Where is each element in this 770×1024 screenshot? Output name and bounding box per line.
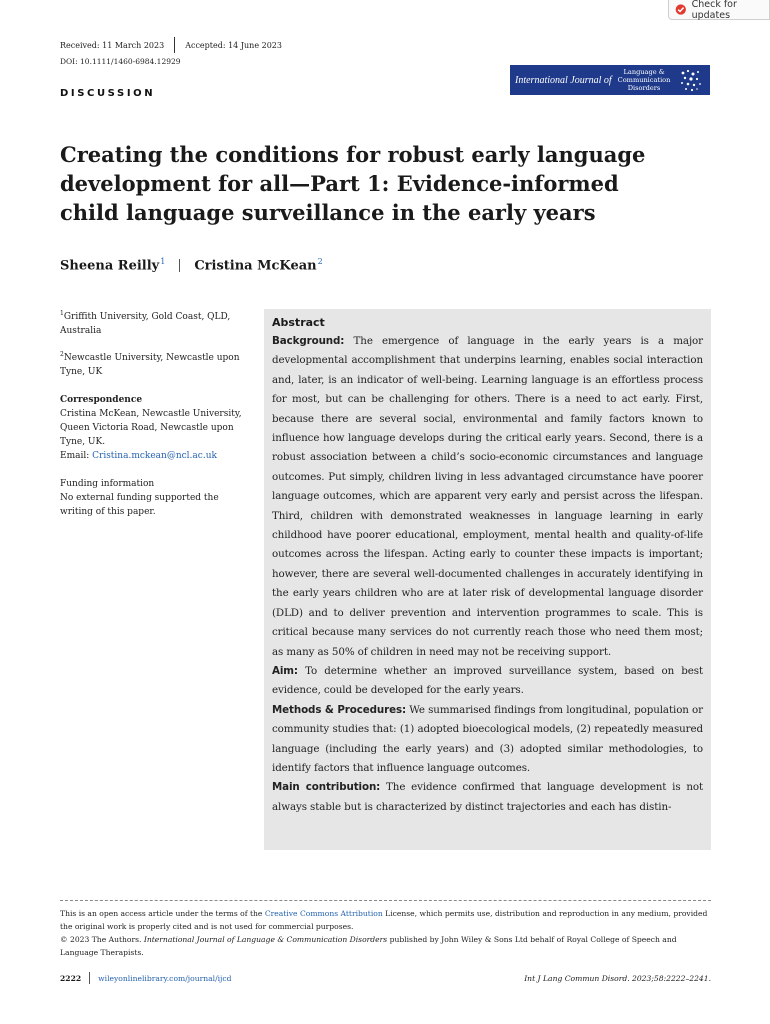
footnote-text: This is an open access article under the terms of the [60, 909, 265, 918]
author-list [60, 257, 323, 273]
journal-logo-script: International Journal of [515, 74, 612, 86]
author[interactable] [60, 257, 165, 273]
abstract-box [264, 309, 711, 850]
abstract-label: Aim: [272, 664, 298, 677]
divider [89, 972, 90, 984]
article-info-column [60, 307, 250, 529]
author[interactable] [194, 257, 322, 273]
footnote-text: © 2023 The Authors. [60, 935, 144, 944]
abstract-paragraph: The emergence of language in the early years is a major developmental accomplishment that underpins learning, enables social interaction and, later, is an indicator of well-being. Learning language is an effortless process for most, but can be challenging for others. There is a need to act early. First, because there are several social, environmental and family factors known to influence how language develops during the critical early years. Second, there is a robust association between a child’s socio-economic circumstances and language outcomes. Put simply, children living in less advantaged circumstance have poorer language outcomes, which are apparent very early and persist across the lifespan. Third, children with demonstrated weaknesses in language learning in early childhood have poorer educational, employment, mental health and quality-of-life outcomes across the lifespan. Acting early to counter these impacts is important; however, there are several well-documented challenges in accurately identifying in the early years children who are at later risk of developmental language disorder (DLD) and to deliver prevention and intervention programmes to scale. This is critical because many services do not currently reach those who need them most; as many as 50% of children in need may not be receiving support. [272, 335, 703, 658]
citation: Int J Lang Commun Disord. 2023;58:2222–2241. [524, 973, 711, 983]
author-affiliation-ref[interactable]: 2 [317, 257, 323, 266]
author-name: Cristina McKean [194, 258, 317, 274]
article-dates [60, 37, 282, 53]
abstract-label: Main contribution: [272, 781, 381, 794]
check-for-updates-badge[interactable] [668, 0, 770, 20]
footnote-text: published by John Wiley & Sons Ltd behalf of Royal College of Speech and Language Therapists. [60, 935, 677, 957]
email-label: Email: [60, 451, 93, 461]
abstract-paragraph: To determine whether an improved surveillance system, based on best evidence, could be developed for the early years. [272, 664, 703, 697]
footnote-divider [60, 900, 711, 901]
correspondence-email-row [60, 449, 250, 463]
creative-commons-link[interactable]: Creative Commons Attribution [264, 909, 383, 918]
affiliation [60, 307, 250, 338]
author-name: Sheena Reilly [60, 258, 160, 274]
correspondence-heading: Correspondence [60, 395, 143, 405]
doi[interactable]: DOI: 10.1111/1460-6984.12929 [60, 57, 181, 66]
journal-logo-line: Communication [617, 76, 671, 84]
copyright-note [60, 933, 711, 959]
affiliation-sup: 1 [60, 310, 64, 317]
check-for-updates-label: Check for updates [691, 0, 737, 21]
affiliation-text: Newcastle University, Newcastle upon Tyne, UK [60, 353, 240, 377]
journal-name: International Journal of Language & Communication Disorders [143, 935, 388, 944]
abstract-body [272, 332, 703, 817]
journal-logo-words [618, 68, 671, 92]
correspondence-address: Cristina McKean, Newcastle University, Queen Victoria Road, Newcastle upon Tyne, UK. [60, 409, 242, 447]
journal-logo [510, 65, 710, 95]
open-access-note [60, 907, 711, 933]
received-date: Received: 11 March 2023 [60, 40, 165, 50]
author-affiliation-ref[interactable]: 1 [160, 257, 166, 266]
abstract-label: Background: [272, 335, 345, 347]
journal-logo-line: Disorders [627, 84, 661, 92]
funding-text: No external funding supported the writing of this paper. [60, 493, 219, 517]
affiliation-sup: 2 [60, 351, 64, 358]
footnote-text: License, which permits use, distribution and reproduction in any medium, provided the original work is properly cited and is not used for commercial purposes. [60, 909, 708, 931]
section-label: DISCUSSION [60, 88, 156, 99]
footnotes [60, 907, 711, 959]
divider [179, 259, 180, 272]
abstract-heading: Abstract [272, 316, 325, 329]
accepted-date: Accepted: 14 June 2023 [185, 40, 282, 50]
journal-website-link[interactable]: wileyonlinelibrary.com/journal/ijcd [98, 973, 232, 983]
abstract-paragraph: We summarised findings from longitudinal, population or community studies that: (1) adopted bioecological models, (2) repeatedly measured language (including the early years) and (3) adopted similar methodologies, to identify factors that influence language outcomes. [272, 703, 703, 774]
correspondence [60, 393, 250, 463]
funding-heading: Funding information [60, 479, 155, 489]
article-title: Creating the conditions for robust early language development for all—Part 1: Evidence-informed child language surveillance in the early years [60, 142, 646, 225]
abstract-aim [272, 662, 703, 701]
journal-logo-line: Language & [623, 68, 665, 76]
abstract-methods [272, 701, 703, 779]
page-number: 2222 [60, 973, 82, 983]
abstract-main-contribution [272, 778, 703, 817]
page-footer [60, 972, 711, 984]
affiliation-text: Griffith University, Gold Coast, QLD, Australia [60, 312, 231, 336]
crossmark-icon [675, 3, 687, 16]
abstract-background [272, 332, 703, 662]
journal-emblem-icon [675, 67, 705, 93]
abstract-paragraph: The evidence confirmed that language development is not always stable but is characterized by distinct trajectories and each has distin- [272, 781, 703, 813]
abstract-label: Methods & Procedures: [272, 703, 407, 716]
affiliation [60, 348, 250, 379]
funding [60, 477, 250, 519]
email-link[interactable]: Cristina.mckean@ncl.ac.uk [92, 451, 217, 461]
divider [174, 37, 175, 53]
